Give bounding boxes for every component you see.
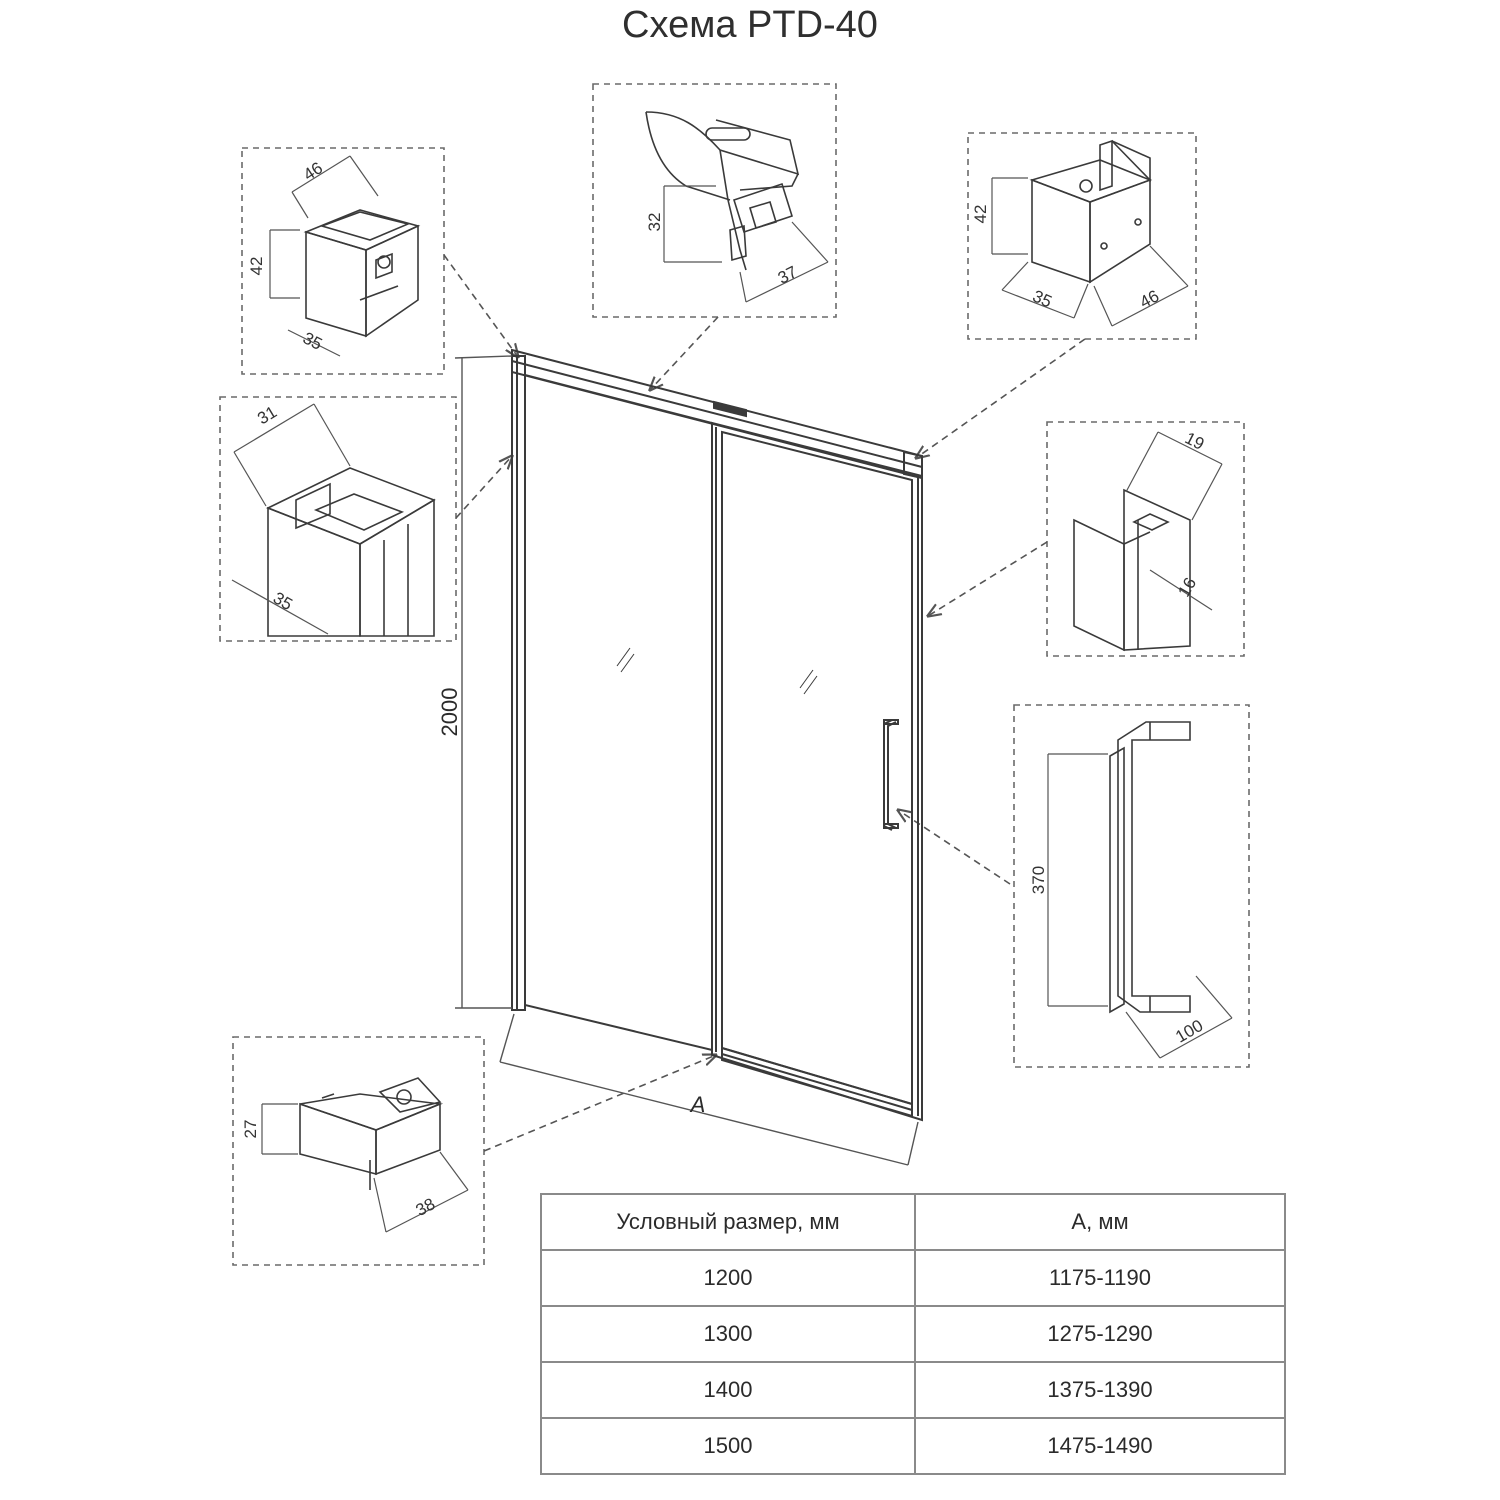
leader-wall-profile: [456, 456, 512, 518]
top-left-bracket: [306, 210, 418, 336]
table-row: [541, 1306, 1285, 1362]
dim-top-right-height: 42: [971, 204, 990, 224]
table-cell: 1175-1190: [915, 1250, 1285, 1306]
width-dim-label: A: [690, 1092, 706, 1117]
top-center-rail: [646, 112, 798, 270]
leader-handle: [898, 810, 1010, 884]
page-title: Схема PTD-40: [622, 4, 878, 46]
size-table: [540, 1193, 1286, 1475]
door-handle: [884, 720, 898, 830]
table-cell: 1500: [541, 1418, 915, 1474]
table-row: [541, 1250, 1285, 1306]
leader-top-right: [916, 339, 1085, 458]
dim-side-profile-depth: 16: [1174, 574, 1201, 601]
height-dim-label: 2000: [437, 687, 462, 737]
dim-top-right-depth: 35: [1029, 286, 1055, 312]
left-wall-profile: [512, 356, 525, 1010]
table-cell: 1375-1390: [915, 1362, 1285, 1418]
detail-box-top-left: [242, 148, 444, 374]
detail-box-side-profile: [1047, 422, 1244, 656]
handle-detail: [1110, 722, 1190, 1012]
dim-top-left-width: 46: [299, 158, 327, 185]
dim-bottom-bracket-depth: 38: [412, 1194, 439, 1220]
dim-top-center-depth: 37: [774, 262, 801, 288]
side-profile-detail: [1074, 490, 1190, 650]
table-cell: 1275-1290: [915, 1306, 1285, 1362]
table-cell: 1400: [541, 1362, 915, 1418]
leader-bottom-bracket: [484, 1055, 716, 1151]
leader-top-left: [444, 255, 518, 357]
dim-top-left-depth: 35: [299, 328, 326, 354]
bottom-bracket-detail: [300, 1078, 440, 1190]
dim-top-left-height: 42: [247, 256, 266, 276]
dim-side-profile-width: 19: [1181, 428, 1208, 454]
dim-top-right-width: 46: [1136, 286, 1163, 312]
sliding-door-frame: [712, 423, 922, 1120]
table-row: [541, 1362, 1285, 1418]
leader-top-center: [650, 317, 718, 390]
leader-side-profile: [928, 542, 1047, 616]
dim-top-center-height: 32: [645, 212, 664, 232]
dim-bottom-bracket-height: 27: [241, 1119, 260, 1139]
detail-box-top-center: [593, 84, 836, 317]
table-header-cell: Условный размер, мм: [541, 1194, 915, 1250]
table-cell: 1300: [541, 1306, 915, 1362]
table-cell: 1475-1490: [915, 1418, 1285, 1474]
top-right-bracket: [1032, 141, 1150, 282]
shower-door: [512, 350, 922, 1120]
dim-wall-profile-depth: 35: [269, 588, 296, 615]
table-header-row: [541, 1194, 1285, 1250]
dim-wall-profile-width: 31: [254, 402, 281, 429]
table-header-cell: А, мм: [915, 1194, 1285, 1250]
fixed-glass-panel: [525, 375, 712, 1050]
detail-box-top-right: [968, 133, 1196, 339]
table-cell: 1200: [541, 1250, 915, 1306]
dim-handle-depth: 100: [1172, 1015, 1207, 1047]
detail-box-bottom-bracket: [233, 1037, 484, 1265]
table-row: [541, 1418, 1285, 1474]
wall-profile-detail: [268, 468, 434, 636]
dim-handle-height: 370: [1029, 865, 1048, 895]
